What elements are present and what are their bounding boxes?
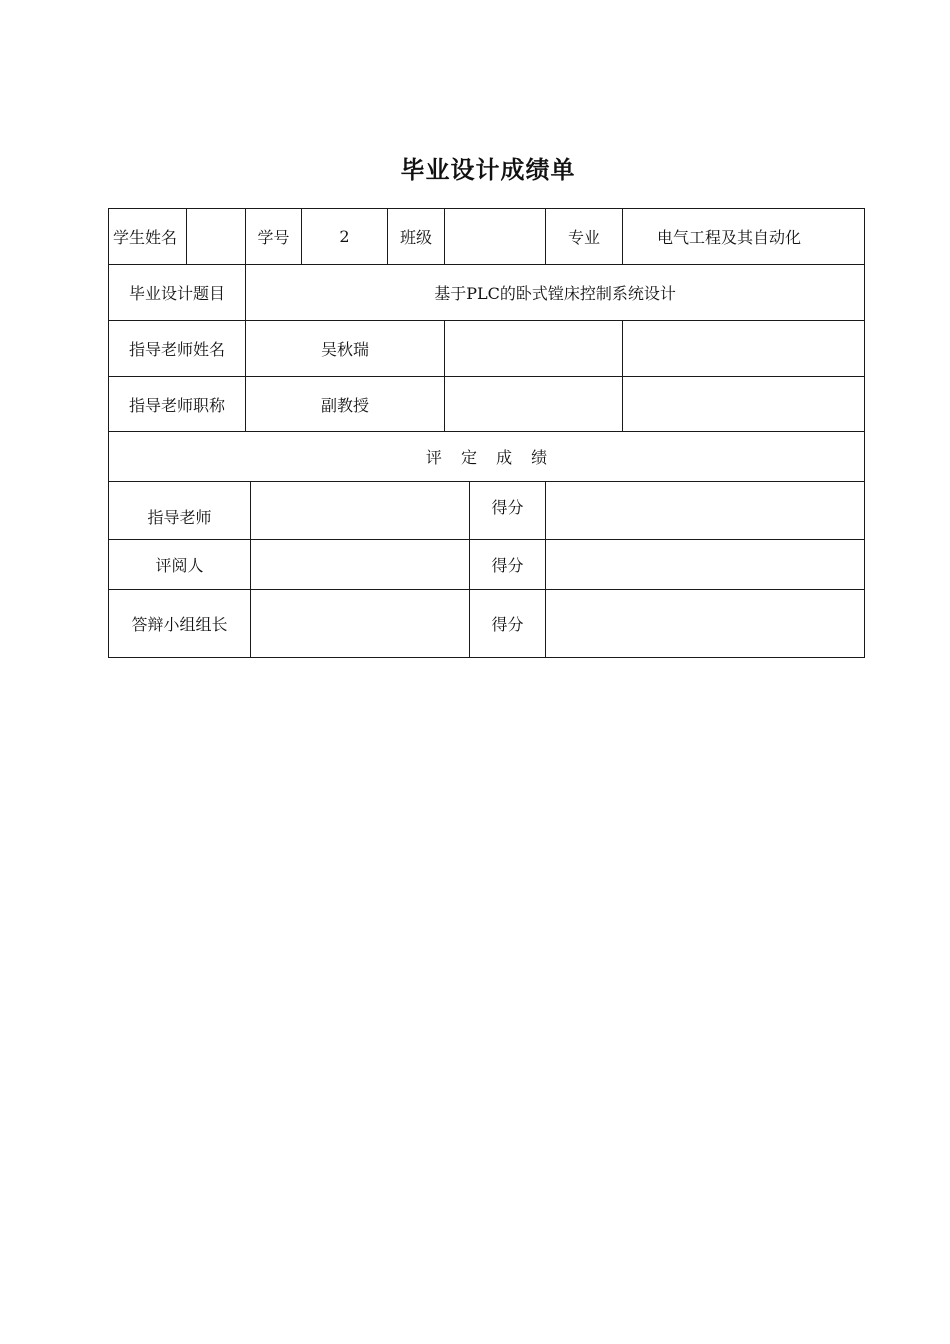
grading-score-advisor[interactable] — [546, 482, 865, 540]
grading-score-label-advisor: 得分 — [470, 482, 546, 540]
advisor-name-row — [109, 321, 865, 377]
advisor-name-label: 指导老师姓名 — [109, 321, 246, 377]
grading-comment-advisor[interactable] — [251, 482, 470, 540]
grading-section-title: 评 定 成 绩 — [425, 448, 548, 467]
grading-label-defense-leader: 答辩小组组长 — [109, 590, 251, 658]
grade-form-table — [108, 208, 865, 658]
advisor-title-row — [109, 377, 865, 432]
class-label: 班级 — [388, 209, 445, 265]
advisor-title-field[interactable]: 副教授 — [246, 377, 445, 432]
grading-section-heading — [109, 432, 865, 482]
advisor-name-extra-cell-2[interactable] — [623, 321, 865, 377]
major-label: 专业 — [546, 209, 623, 265]
advisor-name-extra-cell[interactable] — [445, 321, 623, 377]
grading-row-defense-leader — [109, 590, 865, 658]
student-name-label: 学生姓名 — [109, 209, 187, 265]
grading-comment-reviewer[interactable] — [251, 540, 470, 590]
topic-row — [109, 265, 865, 321]
class-field[interactable] — [445, 209, 546, 265]
major-field[interactable]: 电气工程及其自动化 — [623, 209, 865, 265]
student-name-field[interactable] — [187, 209, 246, 265]
grading-label-reviewer: 评阅人 — [109, 540, 251, 590]
advisor-title-extra-cell-2[interactable] — [623, 377, 865, 432]
grading-score-label-reviewer: 得分 — [470, 540, 546, 590]
grading-comment-defense-leader[interactable] — [251, 590, 470, 658]
page-title: 毕业设计成绩单 — [400, 156, 576, 184]
grading-section-row — [109, 432, 865, 482]
grading-row-reviewer — [109, 540, 865, 590]
advisor-name-field[interactable]: 吴秋瑞 — [246, 321, 445, 377]
advisor-title-label: 指导老师职称 — [109, 377, 246, 432]
grading-row-advisor — [109, 482, 865, 540]
student-id-field[interactable]: 2 — [302, 209, 388, 265]
grading-score-label-defense-leader: 得分 — [470, 590, 546, 658]
grading-label-advisor: 指导老师 — [109, 482, 251, 540]
topic-label: 毕业设计题目 — [109, 265, 246, 321]
advisor-title-extra-cell[interactable] — [445, 377, 623, 432]
grading-score-reviewer[interactable] — [546, 540, 865, 590]
topic-field[interactable]: 基于PLC的卧式镗床控制系统设计 — [246, 265, 865, 321]
student-id-label: 学号 — [246, 209, 302, 265]
grading-score-defense-leader[interactable] — [546, 590, 865, 658]
student-info-row — [109, 209, 865, 265]
